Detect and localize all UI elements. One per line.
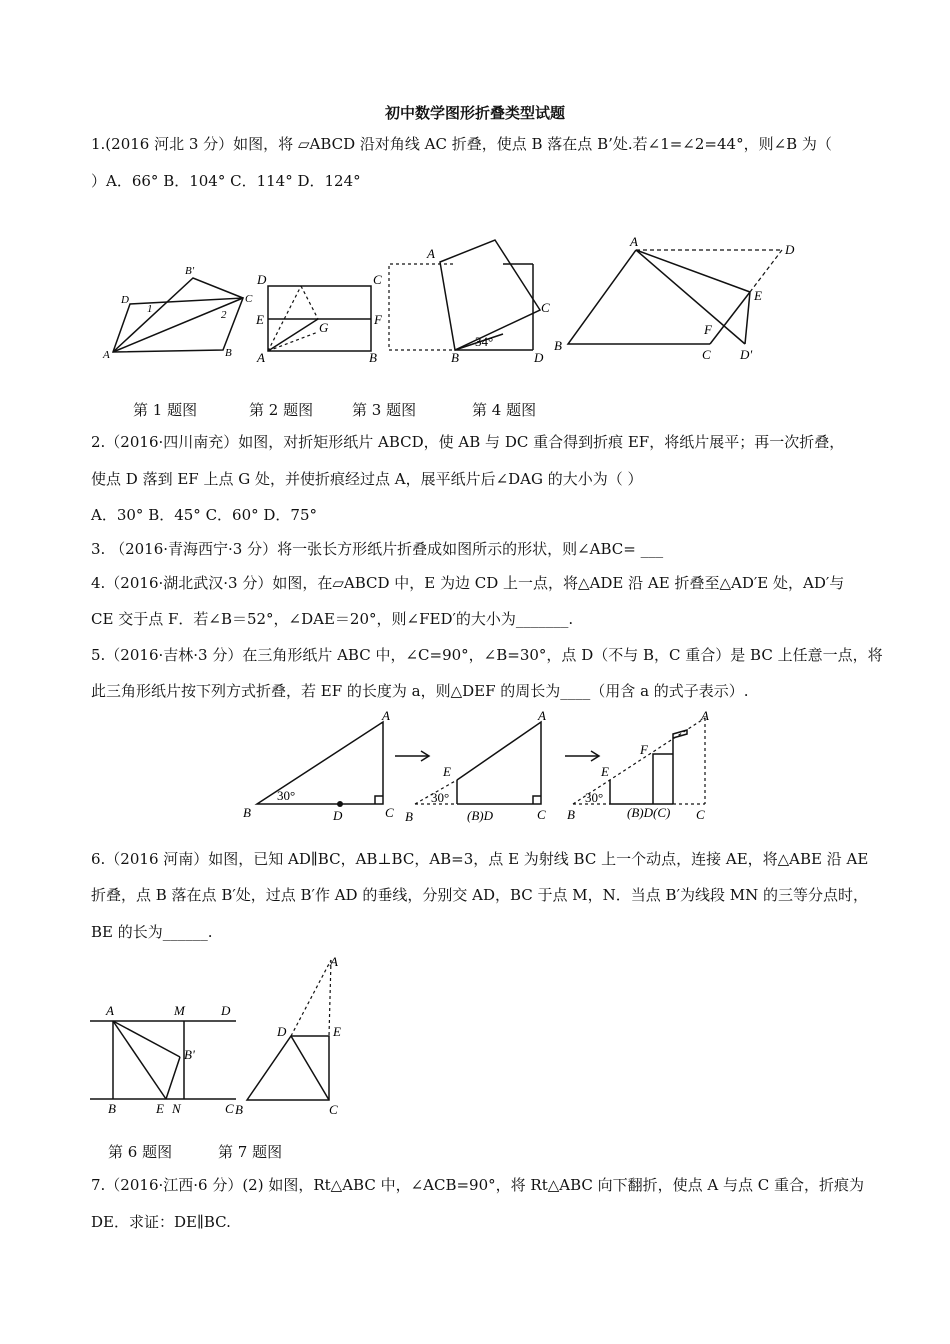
figure-4 (550, 232, 810, 367)
q1-options: ）A．66° B．104° C．114° D．124° (91, 172, 361, 190)
fig6-label-a: A (106, 1003, 114, 1018)
q2-text-line2: 使点 D 落到 EF 上点 G 处，并使折痕经过点 A，展平纸片后∠DAG 的大小为（ ） (91, 470, 643, 488)
fig5-p1-label-c: C (385, 805, 394, 820)
fig5-p3-label-f: F (640, 742, 648, 757)
fig4-label-e: E (754, 288, 762, 303)
figure-7 (235, 950, 347, 1120)
q5-text-line1: 5.（2016·吉林·3 分）在三角形纸片 ABC 中，∠C=90°，∠B=30°，点 D（不与 B，C 重合）是 BC 上任意一点，将 (91, 646, 883, 664)
q5-text-line2: 此三角形纸片按下列方式折叠，若 EF 的长度为 a，则△DEF 的周长为____（用含 a 的式子表示）. (91, 682, 749, 700)
fig5-p1-label-a: A (382, 708, 390, 723)
fig2-label-e: E (256, 312, 264, 327)
fig1-label-b-prime: B' (185, 265, 195, 277)
fig1-label-b: B (225, 347, 232, 359)
fig4-label-d: D (785, 242, 795, 257)
fig7-label-a: A (330, 954, 338, 969)
fig2-label-b: B (369, 350, 377, 365)
fig3-label-c: C (541, 300, 550, 315)
fig4-label-d-prime: D' (740, 347, 753, 362)
fig1-label-a: A (103, 349, 110, 361)
fig7-label-b: B (235, 1102, 243, 1117)
fig2-label-f: F (374, 312, 382, 327)
page-title: 初中数学图形折叠类型试题 (384, 104, 565, 122)
fig6-label-d: D (221, 1003, 231, 1018)
fig5-p2-label-bd: (B)D (467, 808, 493, 823)
fig5-p2-label-a: A (538, 708, 546, 723)
fig3-label-d: D (534, 350, 544, 365)
fig3-label-angle: 34° (475, 334, 494, 349)
fig5-p1-angle: 30° (277, 788, 296, 803)
q6-text-line2: 折叠，点 B 落在点 B′处，过点 B′作 AD 的垂线，分别交 AD，BC 于点 M，N．当点 B′为线段 MN 的三等分点时， (91, 886, 868, 904)
fig5-p2-label-e: E (443, 764, 451, 779)
fig4-label-a: A (630, 234, 638, 249)
fig5-point-d (337, 801, 343, 807)
fig5-p2-label-c: C (537, 807, 546, 822)
q1-text-line1: 1.(2016 河北 3 分）如图，将 ▱ABCD 沿对角线 AC 折叠，使点 B 落在点 B’处.若∠1=∠2=44°，则∠B 为（ (91, 135, 832, 153)
fig6-label-b-prime: B' (184, 1047, 195, 1062)
q4-text-line1: 4.（2016·湖北武汉·3 分）如图，在▱ABCD 中，E 为边 CD 上一点，将△ADE 沿 AE 折叠至△AD′E 处，AD′与 (91, 574, 845, 592)
fig1-label-d: D (121, 294, 129, 306)
fig6-label-c: C (225, 1101, 234, 1116)
q6-text-line1: 6.（2016 河南）如图，已知 AD∥BC，AB⊥BC，AB=3，点 E 为射线 BC 上一个动点，连接 AE，将△ABE 沿 AE (91, 850, 869, 868)
caption-fig2: 第 2 题图 (249, 401, 314, 419)
fig2-label-c: C (373, 272, 382, 287)
fig5-p3-label-b: B (567, 807, 575, 822)
caption-fig3: 第 3 题图 (352, 401, 417, 419)
fig7-label-c: C (329, 1102, 338, 1117)
fig5-p3-label-c: C (696, 807, 705, 822)
fig5-p1-label-b: B (243, 805, 251, 820)
figure-1 (95, 260, 260, 365)
fig6-label-n: N (172, 1101, 181, 1116)
fig5-p3-angle: 30° (585, 790, 604, 805)
fig5-p2-label-b: B (405, 809, 413, 824)
fig5-p2-angle: 30° (431, 790, 450, 805)
fig1-label-1: 1 (147, 303, 153, 315)
figure-3 (385, 232, 555, 365)
figure-5 (235, 708, 715, 830)
fig3-label-a: A (427, 246, 435, 261)
fig5-p3-label-a: A (701, 708, 709, 723)
q6-text-line3: BE 的长为______. (91, 923, 213, 941)
q4-text-line2: CE 交于点 F．若∠B＝52°，∠DAE＝20°，则∠FED′的大小为_______. (91, 610, 574, 628)
q7-text-line2: DE．求证：DE∥BC. (91, 1213, 231, 1231)
q7-text-line1: 7.（2016·江西·6 分）(2) 如图，Rt△ABC 中，∠ACB=90°，将 Rt△ABC 向下翻折，使点 A 与点 C 重合，折痕为 (91, 1176, 865, 1194)
fig5-p1-label-d: D (333, 808, 343, 823)
fig6-label-m: M (174, 1003, 185, 1018)
q2-text-line1: 2.（2016·四川南充）如图，对折矩形纸片 ABCD，使 AB 与 DC 重合得到折痕 EF，将纸片展平；再一次折叠， (91, 433, 845, 451)
q3-text: 3. （2016·青海西宁·3 分）将一张长方形纸片折叠成如图所示的形状，则∠ABC= ___ (91, 540, 664, 558)
fig3-label-b: B (451, 350, 459, 365)
q2-options: A．30° B．45° C．60° D．75° (91, 506, 318, 524)
fig7-label-d: D (277, 1024, 287, 1039)
fig1-label-2: 2 (221, 309, 227, 321)
fig6-label-e: E (156, 1101, 164, 1116)
fig4-label-f: F (704, 322, 712, 337)
fig7-label-e: E (333, 1024, 341, 1039)
fig2-label-g: G (319, 320, 329, 335)
caption-fig6: 第 6 题图 (108, 1143, 173, 1161)
fig4-label-c: C (702, 347, 711, 362)
fig6-label-b: B (108, 1101, 116, 1116)
caption-fig1: 第 1 题图 (133, 401, 198, 419)
figure-6 (88, 995, 240, 1120)
fig2-label-d: D (257, 272, 267, 287)
fig2-label-a: A (257, 350, 265, 365)
fig4-label-b: B (554, 338, 562, 353)
fig5-p3-label-e: E (601, 764, 609, 779)
caption-fig7: 第 7 题图 (218, 1143, 283, 1161)
fig1-label-c: C (245, 293, 253, 305)
figure-2 (253, 270, 388, 365)
fig5-p3-label-bdc: (B)D(C) (627, 805, 671, 820)
caption-fig4: 第 4 题图 (472, 401, 537, 419)
